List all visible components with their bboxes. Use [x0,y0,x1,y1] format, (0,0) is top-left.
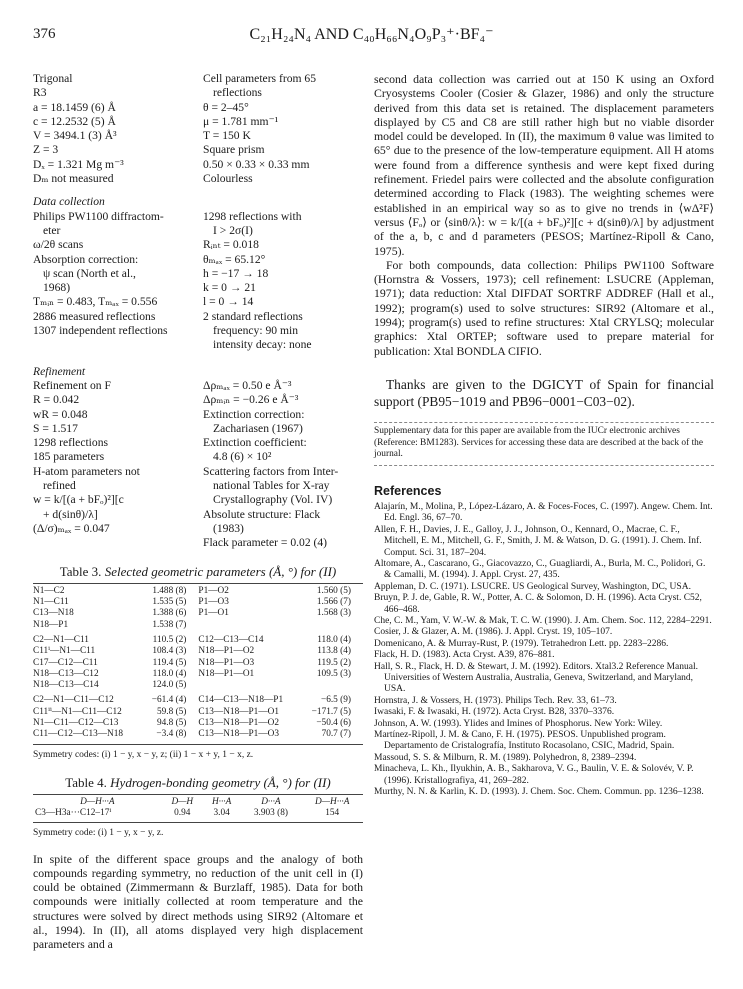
table-cell: −6.5 (9) [320,695,351,706]
data-collection-line: intensity decay: none [213,338,312,352]
refinement-line: national Tables for X-ray [213,479,330,493]
crystal-data-line: reflections [213,86,262,100]
reference-item: Alajarín, M., Molina, P., López-Lázaro, A. & Foces-Foces, C. (1997). Angew. Chem. Int. Ed. Engl. 36, 67–70. [374,501,713,524]
table-cell [301,620,363,631]
refinement-line: Refinement on F [33,378,111,392]
table4-header-3: H···A [211,797,232,808]
table-cell: 1.488 (8) [152,585,187,596]
table4-header-4: D···A [261,797,281,808]
data-collection [33,210,363,353]
refinement-line: Flack parameter = 0.02 (4) [203,536,328,550]
table4-caption [33,776,363,790]
table4 [33,794,363,823]
crystal-data-line: Trigonal [33,72,73,85]
data-collection-line: Rᵢₙₜ = 0.018 [203,238,259,252]
page-number: 376 [33,26,56,42]
table3-symmetry: Symmetry codes: (i) 1 − y, x − y, z; (ii) 1 − x + y, 1 − x, z. [33,749,254,760]
table-cell: 1.388 (6) [152,608,187,619]
table-cell: C2—N1—C11 [33,634,89,645]
right-column [374,72,714,798]
table-row [33,620,363,631]
refinement-line: 1298 reflections [33,436,109,450]
crystal-data-line: a = 18.1459 (6) Å [33,100,116,114]
table-cell: 109.5 (3) [316,668,351,679]
table-cell: C14—C13—N18—P1 [198,695,284,706]
refinement-line: Δρₘₐₓ = 0.50 e Å⁻³ [203,378,292,392]
table-cell: C11ⁱⁱ—N1—C11—C12 [33,706,122,717]
body-paragraph-right-1: second data collection was carried out at 150 K using an Oxford Cryosystems Cooler (Cosier & Glazer, 1986) and only the structure derived from this data set is retained. The displacement parameters displayed by C5 and C8 are still rather high but no viable disorder model could be developed. In (II), the maximum θ value was limited to 65° due to the presence of the low-temperature equipment. All H atoms were found from a difference synthesis and were kept fixed during refinement. Friedel pairs were collected and the absolute configuration determined according to Flack (1983). The weighting schemes were established in an empirical way so as to give no trends in ⟨wΔ²F⟩ versus ⟨Fₒ⟩ or ⟨sinθ/λ⟩: w = k/[(a + bFₒ)²][c + d(sinθ)/λ] by adjustment of the a, b, c and d parameters (PESOS; Martínez-Ripoll & Cano, 1975). [374,72,714,258]
table-row [33,729,363,740]
table4-caption-text: Hydrogen-bonding geometry (Å, °) for (II) [110,774,331,790]
crystal-data-line: Colourless [203,172,253,186]
table-cell: 1.566 (7) [316,597,351,608]
reference-item: Massoud, S. S. & Milburn, R. M. (1989). Polyhedron, 8, 2389–2394. [374,752,637,763]
table-cell: C13—N18—P1—O2 [198,718,279,729]
table4-header-5: D—H···A [315,797,350,808]
supplementary-note: Supplementary data for this paper are available from the IUCr electronic archives (Reference: BM1283). Services for accessing these data are described at the back of the journal. [374,422,714,466]
table4-cell: 154 [325,808,340,819]
table4-header-2: D—H [171,797,194,808]
refinement-line: Absolute structure: Flack [203,507,321,521]
crystal-data-line: μ = 1.781 mm⁻¹ [203,114,279,128]
reference-item: Appleman, D. C. (1971). LSUCRE. US Geological Survey, Washington, DC, USA. [374,581,691,592]
table4-cell: 3.903 (8) [253,808,288,819]
reference-item: Che, C. M., Yam, V. W.-W. & Mak, T. C. W. (1990). J. Am. Chem. Soc. 112, 2284–2291. [374,615,712,626]
refinement-line: Scattering factors from Inter- [203,464,339,478]
crystal-data-line: c = 12.2532 (5) Å [33,114,116,128]
table-row [33,608,363,619]
crystal-data-left [33,72,203,186]
table-cell: 108.4 (3) [152,646,187,657]
data-collection-line: 1307 independent reflections [33,324,168,338]
data-collection-line: h = −17 → 18 [203,266,269,280]
reference-item: Bruyn, P. J. de, Gable, R. W., Potter, A. C. & Solomon, D. H. (1996). Acta Cryst. C52, 466–468. [374,593,702,615]
data-collection-heading: Data collection [33,195,105,209]
references-heading: References [374,483,442,498]
table4-cell: 0.94 [174,808,191,819]
table4-header-1: D—H···A [80,797,115,808]
table-cell: −61.4 (4) [151,695,187,706]
reference-item: Iwasaki, F. & Iwasaki, H. (1972). Acta Cryst. B28, 3370–3376. [374,707,615,718]
refinement-heading: Refinement [33,364,86,378]
data-collection-line: l = 0 → 14 [203,295,254,309]
table-row [33,707,363,718]
table-row [33,658,363,669]
refinement-line: refined [43,479,76,493]
reference-item: Domenicano, A. & Murray-Rust, P. (1979). Tetrahedron Lett. pp. 2283–2286. [374,638,669,649]
crystal-data-line: Cell parameters from 65 [203,72,316,85]
table-cell: N18—P1—O2 [198,646,255,657]
data-collection-line: 1298 reflections with [203,209,302,223]
table-cell: N1—C11—C12—C13 [33,718,119,729]
table-cell: C11ⁱ—N1—C11 [33,646,96,657]
data-collection-line: ψ scan (North et al., [43,266,136,280]
reference-item: Cosier, J. & Glazer, A. M. (1986). J. Appl. Cryst. 19, 105–107. [374,627,613,638]
reference-item: Minacheva, L. Kh., Ilyukhin, A. B., Sakharova, V. G., Baulin, V. E. & Solovév, V. P. (1996). Kristallografiya, 41, 269–282. [374,764,694,786]
table-cell: C12—C13—C14 [198,634,264,645]
acknowledgements: Thanks are given to the DGICYT of Spain for financial support (PB95−1019 and PB96−0001−C03−02). [374,376,714,409]
table-row [33,646,363,657]
table3 [33,583,363,745]
body-paragraph-left: In spite of the different space groups and the analogy of both compounds regarding symmetry, no reduction of the unit cell in (I) could be obtained (Zimmermann & Burzlaff, 1985). Data for both compounds were initially collected at room temperature and the structures were solved by direct methods using SIR92 (Altomare et al., 1994). In (II), all atoms displayed very high displacement parameters and a [33,851,363,952]
reference-item: Hornstra, J. & Vossers, H. (1973). Philips Tech. Rev. 33, 61–73. [374,695,617,706]
table-cell: 1.568 (3) [316,608,351,619]
table-cell: −50.4 (6) [316,718,351,729]
crystal-data-line: 0.50 × 0.33 × 0.33 mm [203,157,310,171]
left-column [33,72,363,952]
table-cell: 113.8 (4) [317,646,351,657]
reference-item: Martínez-Ripoll, J. M. & Cano, F. H. (1975). PESOS. Unpublished program. Departamento de Cristalografía, Instituto Rocasolano, CSIC, Madrid, Spain. [374,730,675,752]
references-list [374,502,714,799]
table4-symmetry: Symmetry code: (i) 1 − y, x − y, z. [33,828,164,839]
data-collection-line: eter [43,223,61,237]
refinement-line: Δρₘᵢₙ = −0.26 e Å⁻³ [203,393,299,407]
table-cell: C13—N18 [33,608,74,619]
refinement-line: H-atom parameters not [33,464,140,478]
table3-caption-text: Selected geometric parameters (Å, °) for (II) [104,563,337,579]
refinement-line: (Δ/σ)ₘₐₓ = 0.047 [33,521,110,535]
table4-cell: 3.04 [213,808,230,819]
refinement-line: w = k/[(a + bFₒ)²][c [33,493,124,507]
crystal-data-line: R3 [33,86,47,100]
table-cell: N18—P1—O3 [198,657,255,668]
table-row [33,669,363,680]
table-row [33,680,363,691]
table-cell: 119.4 (5) [152,657,187,668]
refinement-line: 185 parameters [33,450,105,464]
data-collection-right [203,210,363,353]
crystal-data-line: T = 150 K [203,129,251,143]
data-collection-line: θₘₐₓ = 65.12° [203,252,266,266]
refinement-right [203,379,363,551]
table3-grid [33,586,363,741]
table-cell: N18—C13—C12 [33,668,99,679]
table-row [33,586,363,597]
crystal-data-line: Dₘ not measured [33,172,114,186]
table4-grid [33,797,363,819]
table-cell: −171.7 (5) [311,706,351,717]
table4-cell: C3—H3a···C12–17ⁱ [35,808,112,819]
table-cell: 59.8 (5) [156,706,187,717]
crystal-data [33,72,363,186]
table-cell: P1—O2 [198,585,229,596]
refinement-line: Zachariasen (1967) [213,421,303,435]
reference-item: Altomare, A., Cascarano, G., Giacovazzo, C., Guagliardi, A., Burla, M. C., Polidori, G. & Camalli, M. (1994). J. Appl. Cryst. 27, 435. [374,558,706,581]
table-cell: 110.5 (2) [152,634,187,645]
table-cell: C13—N18—P1—O1 [198,706,279,717]
data-collection-line: 2886 measured reflections [33,309,156,323]
crystal-data-line: Z = 3 [33,143,59,157]
table4-label: Table 4. [65,774,107,790]
table-cell: 94.8 (5) [156,718,187,729]
table-cell: −3.4 (8) [156,729,187,740]
crystal-data-line: θ = 2–45° [203,100,249,114]
table3-label: Table 3. [59,563,102,579]
table-cell: 118.0 (4) [317,634,351,645]
table-cell: N18—C13—C14 [33,680,99,691]
reference-item: Murthy, N. N. & Karlin, K. D. (1993). J. Chem. Soc. Chem. Commun. pp. 1236–1238. [374,787,704,798]
data-collection-line: frequency: 90 min [213,324,298,338]
refinement-line: 4.8 (6) × 10² [213,450,272,464]
data-collection-line: 2 standard reflections [203,309,303,323]
table-cell: N18—P1—O1 [198,668,255,679]
table-cell: C11—C12—C13—N18 [33,729,124,740]
refinement-left [33,379,203,551]
table-row [33,631,363,646]
data-collection-line: Tₘᵢₙ = 0.483, Tₘₐₓ = 0.556 [33,295,158,309]
table-cell: C17—C12—C11 [33,657,98,668]
table-cell: 1.560 (5) [316,585,351,596]
running-title: C₂₁H₂₄N₄ AND C₄₀H₆₆N₄O₉P₃⁺·BF₄⁻ [249,26,494,43]
data-collection-line: Philips PW1100 diffractom- [33,209,164,223]
data-collection-line: ω/2θ scans [33,238,84,252]
crystal-data-line: Square prism [203,143,265,157]
table-cell: 70.7 (7) [321,729,351,740]
reference-item: Johnson, A. W. (1993). Ylides and Imines of Phosphorus. New York: Wiley. [374,718,663,729]
table-cell [301,680,363,691]
table-cell: 1.535 (5) [152,597,187,608]
table-cell: 124.0 (5) [152,680,187,691]
table-cell [198,680,300,691]
crystal-data-line: V = 3494.1 (3) Å³ [33,129,117,143]
reference-item: Hall, S. R., Flack, H. D. & Stewart, J. M. (1992). Editors. Xtal3.2 Reference Manual. Universities of Western Australia, Australia, Geneva, Switzerland, and Maryland, USA. [374,661,698,695]
table-cell: C2—N1—C11—C12 [33,695,114,706]
refinement-line: Extinction coefficient: [203,436,307,450]
refinement-line: R = 0.042 [33,393,80,407]
data-collection-line: Absorption correction: [33,252,139,266]
table-cell: 119.5 (2) [317,657,351,668]
table-row [33,597,363,608]
reference-item: Flack, H. D. (1983). Acta Cryst. A39, 876–881. [374,650,555,661]
body-paragraph-right-2: For both compounds, data collection: Philips PW1100 Software (Hornstra & Vossers, 1973); cell refinement: LSUCRE (Appleman, 1971); data reduction: Xtal DIFDAT SORTRF ADDREF (Hall et al., 1992); program(s) used to solve structures: SIR92 (Altomare et al., 1994); program(s) used to refine structures: Xtal CRYLSQ; molecular graphics: Xtal ORTEP; software used to prepare material for publication: Xtal BONDLA CIFIO. [374,257,714,358]
data-collection-left [33,210,203,353]
table-cell: C13—N18—P1—O3 [198,729,279,740]
table-cell: P1—O3 [198,597,229,608]
table-row [33,691,363,706]
refinement-line: Crystallography (Vol. IV) [213,493,333,507]
table-cell: 1.538 (7) [152,619,187,630]
table-cell: P1—O1 [198,608,229,619]
data-collection-line: I > 2σ(I) [213,223,253,237]
refinement [33,379,363,551]
table-cell: N1—C11 [33,597,69,608]
refinement-line: wR = 0.048 [33,407,88,421]
table-cell: N1—C2 [33,585,65,596]
refinement-line: (1983) [213,521,244,535]
refinement-line: S = 1.517 [33,421,78,435]
crystal-data-right [203,72,363,186]
table-row [33,718,363,729]
data-collection-line: 1968) [43,281,71,295]
table-cell: 118.0 (4) [152,668,187,679]
table3-caption [33,565,363,579]
refinement-line: + d(sinθ)/λ] [43,507,98,521]
table-cell [198,620,300,631]
refinement-line: Extinction correction: [203,407,305,421]
reference-item: Allen, F. H., Davies, J. E., Galloy, J. J., Johnson, O., Kennard, O., Macrae, C. F., Mitchell, E. M., Mitchell, G. F., Smith, J. M. & Watson, D. G. (1991). J. Chem. Inf. Comput. Sci. 31, 187–204. [374,524,702,558]
data-collection-line: k = 0 → 21 [203,281,256,295]
crystal-data-line: Dₓ = 1.321 Mg m⁻³ [33,157,124,171]
table-cell: N18—P1 [33,619,69,630]
